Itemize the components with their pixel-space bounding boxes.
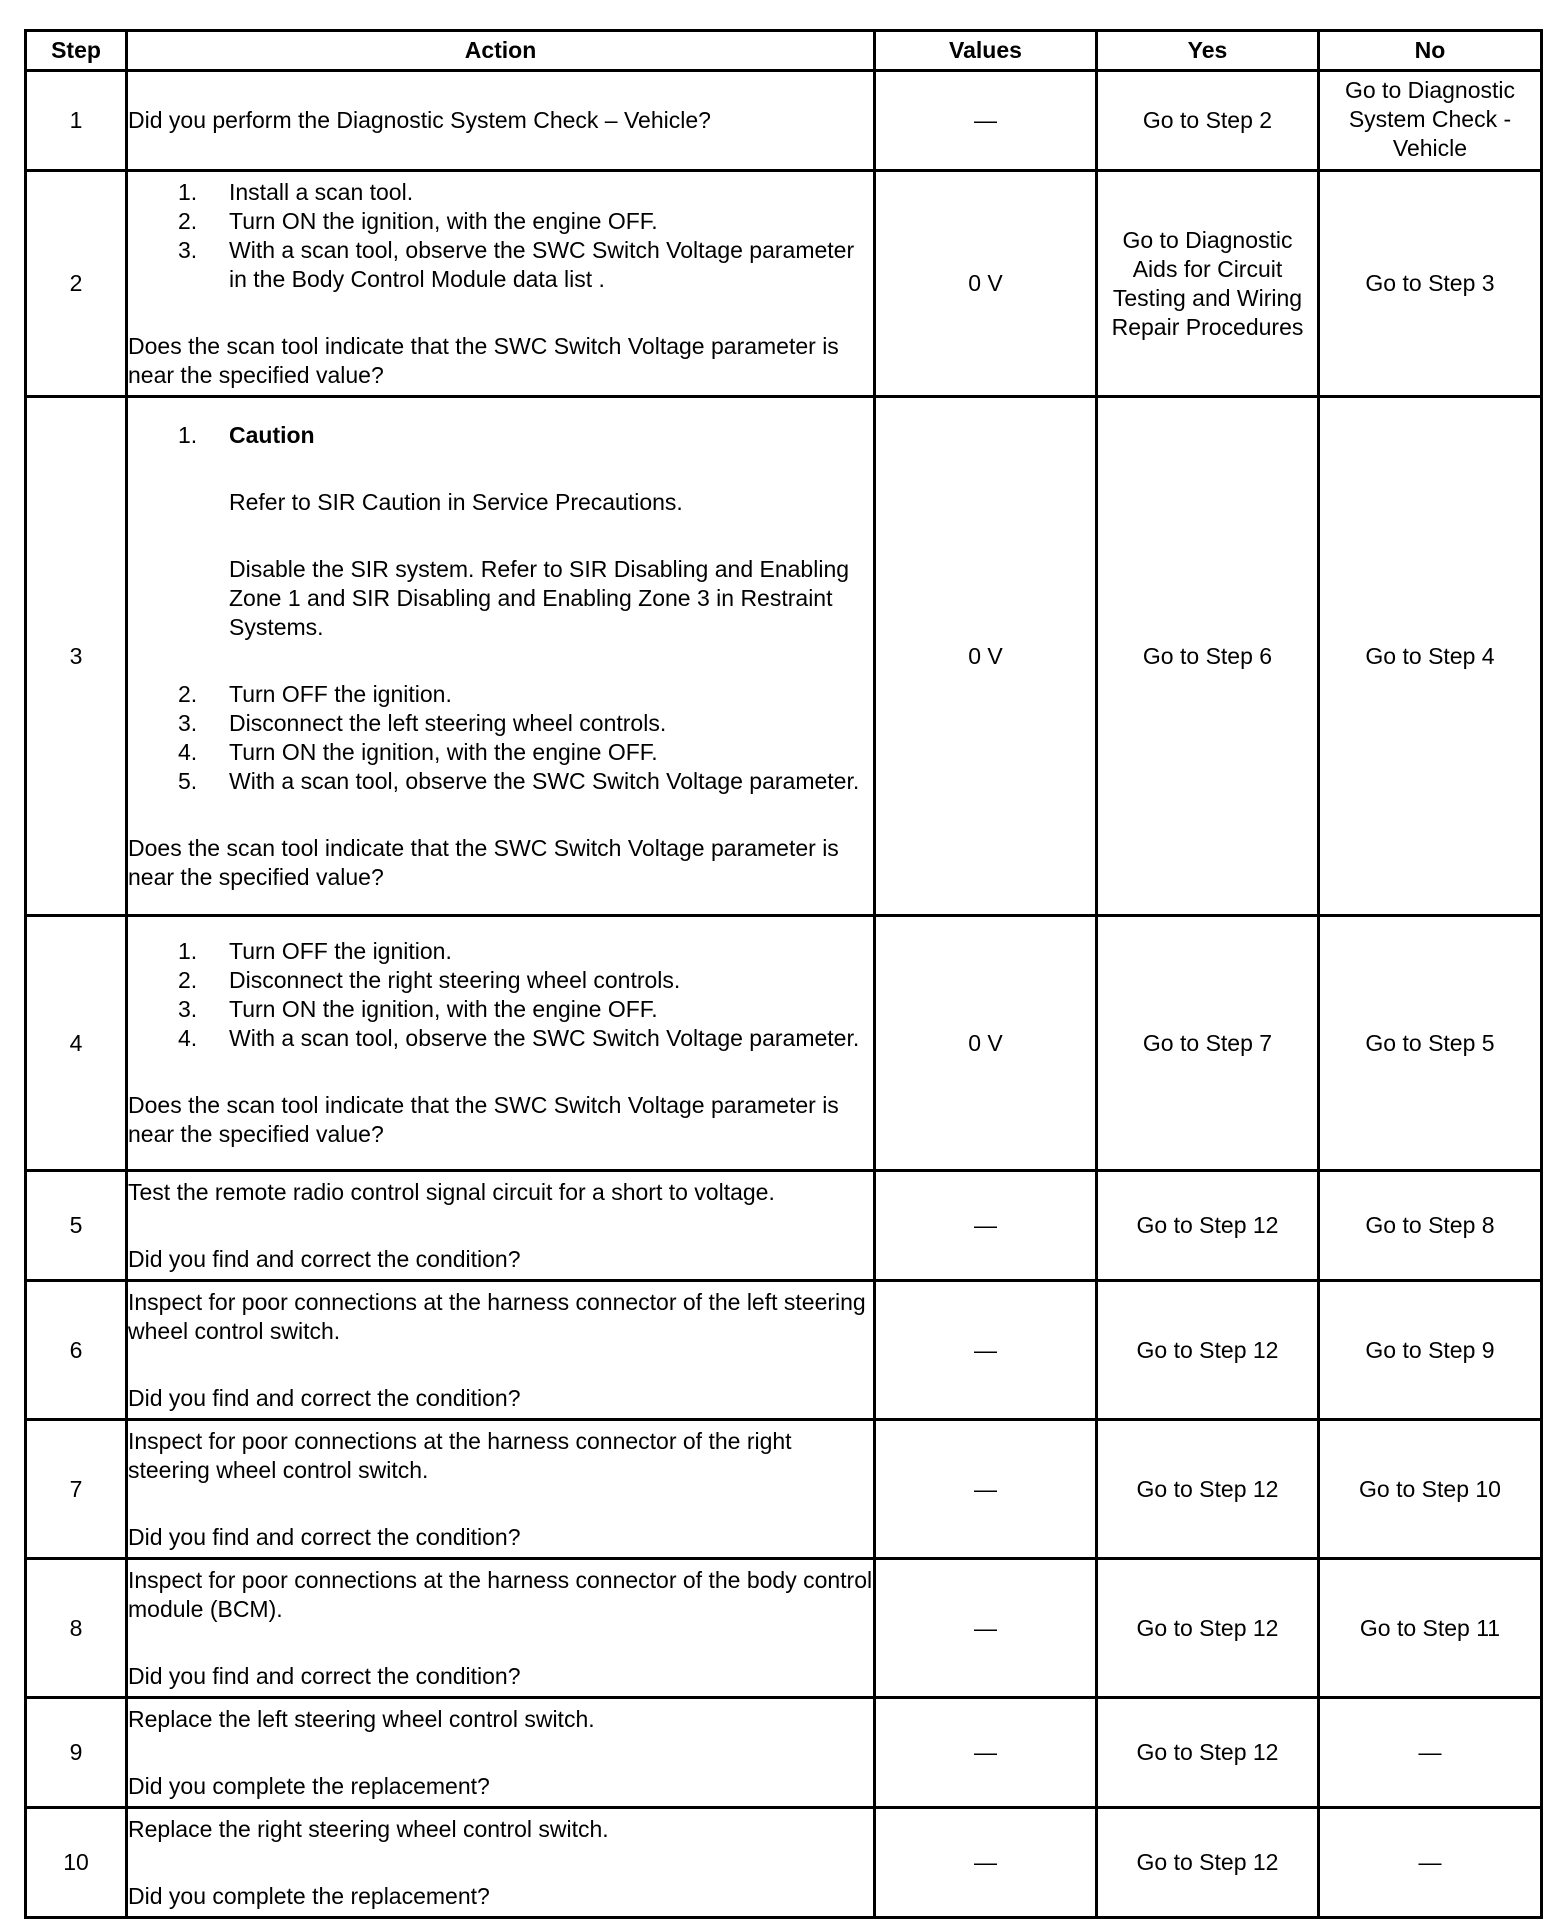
values-cell: — [875, 71, 1097, 171]
action-text: Replace the left steering wheel control switch. [128, 1705, 595, 1732]
values-cell: 0 V [875, 397, 1097, 916]
yes-cell: Go to Step 2 [1097, 71, 1319, 171]
action-cell [127, 1698, 875, 1808]
table-row [26, 1420, 1542, 1559]
action-list [128, 937, 873, 1053]
action-cell [127, 1171, 875, 1281]
step-number: 5 [26, 1171, 127, 1281]
spacer [128, 450, 873, 488]
action-text: Inspect for poor connections at the harness connector of the body control module (BCM). [128, 1566, 873, 1622]
yes-cell: Go to Step 7 [1097, 916, 1319, 1171]
action-text: Inspect for poor connections at the harness connector of the right steering wheel control switch. [128, 1427, 792, 1483]
action-text: Did you perform the Diagnostic System Check – Vehicle? [128, 107, 711, 133]
list-item: 1. Install a scan tool. [178, 178, 414, 205]
spacer [128, 517, 873, 555]
no-cell: Go to Step 11 [1319, 1559, 1542, 1698]
values-cell: — [875, 1171, 1097, 1281]
step-number: 10 [26, 1808, 127, 1918]
table-row [26, 1171, 1542, 1281]
no-cell: Go to Step 3 [1319, 171, 1542, 397]
step-number: 4 [26, 916, 127, 1171]
spacer [128, 1053, 873, 1091]
action-cell [127, 71, 875, 171]
step-number: 8 [26, 1559, 127, 1698]
list-item: 3. With a scan tool, observe the SWC Switch Voltage parameter in the Body Control Module data list . [178, 236, 855, 292]
no-cell: Go to Diagnostic System Check - Vehicle [1319, 71, 1542, 171]
action-question: Did you find and correct the condition? [128, 1245, 521, 1272]
action-text: Inspect for poor connections at the harness connector of the left steering wheel control switch. [128, 1288, 866, 1344]
action-cell [127, 171, 875, 397]
spacer [128, 1346, 873, 1384]
diagnostic-table [24, 29, 1543, 1919]
values-cell: — [875, 1420, 1097, 1559]
action-list [128, 421, 873, 450]
action-cell [127, 397, 875, 916]
list-item: 2. Turn OFF the ignition. [178, 680, 452, 707]
values-cell: — [875, 1698, 1097, 1808]
list-item: 1. Turn OFF the ignition. [178, 938, 452, 964]
header-values: Values [875, 31, 1097, 71]
yes-cell: Go to Step 12 [1097, 1808, 1319, 1918]
step-number: 3 [26, 397, 127, 916]
action-cell [127, 1420, 875, 1559]
yes-cell: Go to Step 12 [1097, 1281, 1319, 1420]
caution-reference: Refer to SIR Caution in Service Precautions. [229, 488, 683, 515]
list-item: 3. Disconnect the left steering wheel controls. [178, 709, 667, 736]
spacer [128, 1207, 873, 1245]
step-number: 2 [26, 171, 127, 397]
action-text: Replace the right steering wheel control switch. [128, 1815, 609, 1842]
spacer [128, 642, 873, 680]
header-yes: Yes [1097, 31, 1319, 71]
yes-cell: Go to Step 12 [1097, 1171, 1319, 1281]
table-row [26, 1559, 1542, 1698]
values-cell: — [875, 1281, 1097, 1420]
yes-cell: Go to Step 12 [1097, 1698, 1319, 1808]
list-item: 2. Turn ON the ignition, with the engine OFF. [178, 207, 658, 234]
list-item: 4. Turn ON the ignition, with the engine OFF. [178, 738, 658, 765]
spacer [128, 1844, 873, 1882]
table-row [26, 171, 1542, 397]
step-number: 7 [26, 1420, 127, 1559]
table-row [26, 71, 1542, 171]
action-cell [127, 1281, 875, 1420]
header-no: No [1319, 31, 1542, 71]
action-cell [127, 1559, 875, 1698]
caution-title: Caution [229, 421, 315, 448]
action-text: Test the remote radio control signal circuit for a short to voltage. [128, 1178, 775, 1205]
yes-cell: Go to Diagnostic Aids for Circuit Testing and Wiring Repair Procedures [1097, 171, 1319, 397]
action-question: Does the scan tool indicate that the SWC Switch Voltage parameter is near the specified value? [128, 1092, 839, 1147]
action-question: Did you complete the replacement? [128, 1882, 490, 1909]
table-row [26, 1808, 1542, 1918]
yes-cell: Go to Step 12 [1097, 1559, 1319, 1698]
no-cell: Go to Step 9 [1319, 1281, 1542, 1420]
values-cell: 0 V [875, 171, 1097, 397]
list-item: 5. With a scan tool, observe the SWC Switch Voltage parameter. [178, 767, 860, 794]
action-cell [127, 916, 875, 1171]
header-row [26, 31, 1542, 71]
no-cell: — [1319, 1808, 1542, 1918]
spacer [128, 1485, 873, 1523]
header-step: Step [26, 31, 127, 71]
table-row [26, 1698, 1542, 1808]
spacer [128, 1624, 873, 1662]
step-number: 6 [26, 1281, 127, 1420]
action-question: Did you find and correct the condition? [128, 1662, 521, 1689]
values-cell: — [875, 1808, 1097, 1918]
no-cell: Go to Step 4 [1319, 397, 1542, 916]
spacer [128, 796, 873, 834]
no-cell: Go to Step 10 [1319, 1420, 1542, 1559]
step-number: 9 [26, 1698, 127, 1808]
action-cell [127, 1808, 875, 1918]
step-number: 1 [26, 71, 127, 171]
list-item: 3. Turn ON the ignition, with the engine OFF. [178, 996, 658, 1022]
list-item: 2. Disconnect the right steering wheel controls. [178, 967, 681, 993]
action-list [128, 680, 873, 796]
table-row [26, 1281, 1542, 1420]
yes-cell: Go to Step 6 [1097, 397, 1319, 916]
list-item: 4. With a scan tool, observe the SWC Switch Voltage parameter. [178, 1025, 860, 1051]
action-question: Did you find and correct the condition? [128, 1384, 521, 1411]
table-row [26, 397, 1542, 916]
action-question: Does the scan tool indicate that the SWC Switch Voltage parameter is near the specified value? [128, 332, 839, 388]
no-cell: Go to Step 5 [1319, 916, 1542, 1171]
table-row [26, 916, 1542, 1171]
caution-body: Disable the SIR system. Refer to SIR Disabling and Enabling Zone 1 and SIR Disabling and Enabling Zone 3 in Restraint Systems. [229, 555, 850, 640]
spacer [128, 294, 873, 332]
no-cell: — [1319, 1698, 1542, 1808]
action-question: Does the scan tool indicate that the SWC Switch Voltage parameter is near the specified value? [128, 834, 839, 890]
list-item: 1. Caution [128, 421, 873, 450]
header-action: Action [127, 31, 875, 71]
action-list [128, 178, 873, 294]
values-cell: — [875, 1559, 1097, 1698]
action-question: Did you complete the replacement? [128, 1772, 490, 1799]
no-cell: Go to Step 8 [1319, 1171, 1542, 1281]
spacer [128, 1734, 873, 1772]
values-cell: 0 V [875, 916, 1097, 1171]
action-question: Did you find and correct the condition? [128, 1523, 521, 1550]
yes-cell: Go to Step 12 [1097, 1420, 1319, 1559]
diagnostic-table-page [24, 29, 1543, 1919]
